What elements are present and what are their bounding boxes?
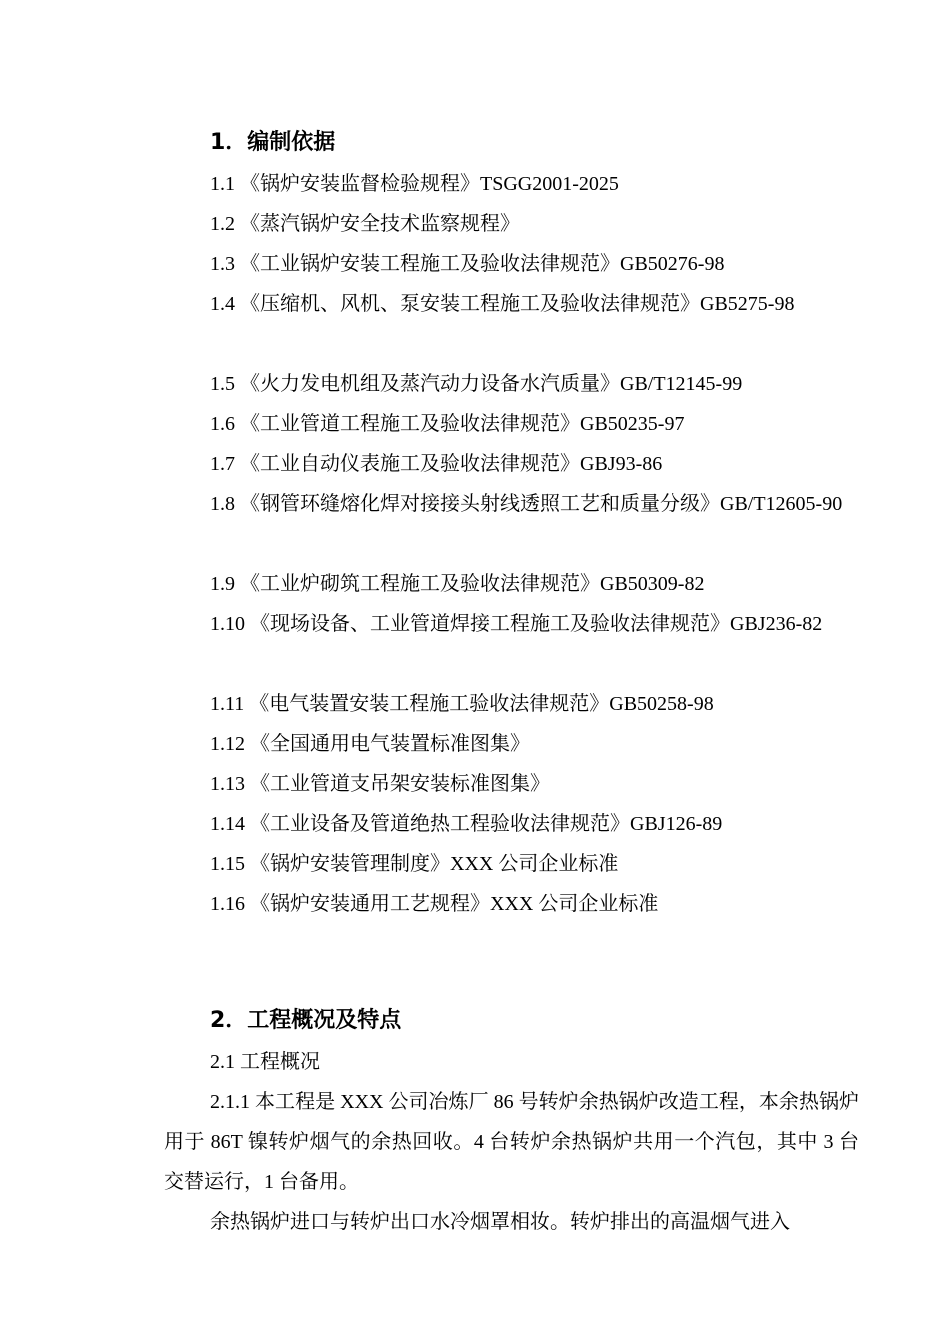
reference-item: 1.8 《钢管环缝熔化焊对接接头射线透照工艺和质量分级》GB/T12605-90	[210, 493, 843, 515]
reference-item: 1.10 《现场设备、工业管道焊接工程施工及验收法律规范》GBJ236-82	[210, 613, 823, 635]
body-paragraph: 2.1.1 本工程是 XXX 公司冶炼厂 86 号转炉余热锅炉改造工程，本余热锅炉用于 86T 镍转炉烟气的余热回收。4 台转炉余热锅炉共用一个汽包，其中 3 台交替运行，1 台备用。	[164, 1091, 859, 1193]
reference-item: 1.5 《火力发电机组及蒸汽动力设备水汽质量》GB/T12145-99	[210, 373, 743, 395]
reference-item: 1.15 《锅炉安装管理制度》XXX 公司企业标准	[210, 853, 619, 875]
reference-item: 1.13 《工业管道支吊架安装标准图集》	[210, 773, 550, 795]
reference-item: 1.12 《全国通用电气装置标准图集》	[210, 733, 530, 755]
subsection-heading: 2.1 工程概况	[210, 1051, 320, 1073]
reference-item: 1.11 《电气装置安装工程施工验收法律规范》GB50258-98	[210, 693, 714, 715]
section-2-heading: 2．工程概况及特点	[210, 1008, 402, 1033]
reference-item: 1.16 《锅炉安装通用工艺规程》XXX 公司企业标准	[210, 893, 659, 915]
section-1-heading: 1．编制依据	[210, 130, 336, 155]
reference-item: 1.4 《压缩机、风机、泵安装工程施工及验收法律规范》GB5275-98	[210, 293, 795, 315]
reference-item: 1.2 《蒸汽锅炉安全技术监察规程》	[210, 213, 520, 235]
reference-item: 1.14 《工业设备及管道绝热工程验收法律规范》GBJ126-89	[210, 813, 723, 835]
body-paragraph: 余热锅炉进口与转炉出口水冷烟罩相妆。转炉排出的高温烟气进入	[210, 1211, 790, 1233]
reference-item: 1.9 《工业炉砌筑工程施工及验收法律规范》GB50309-82	[210, 573, 705, 595]
reference-item: 1.6 《工业管道工程施工及验收法律规范》GB50235-97	[210, 413, 685, 435]
reference-item: 1.3 《工业锅炉安装工程施工及验收法律规范》GB50276-98	[210, 253, 725, 275]
reference-item: 1.1 《锅炉安装监督检验规程》TSGG2001-2025	[210, 173, 619, 195]
reference-item: 1.7 《工业自动仪表施工及验收法律规范》GBJ93-86	[210, 453, 663, 475]
